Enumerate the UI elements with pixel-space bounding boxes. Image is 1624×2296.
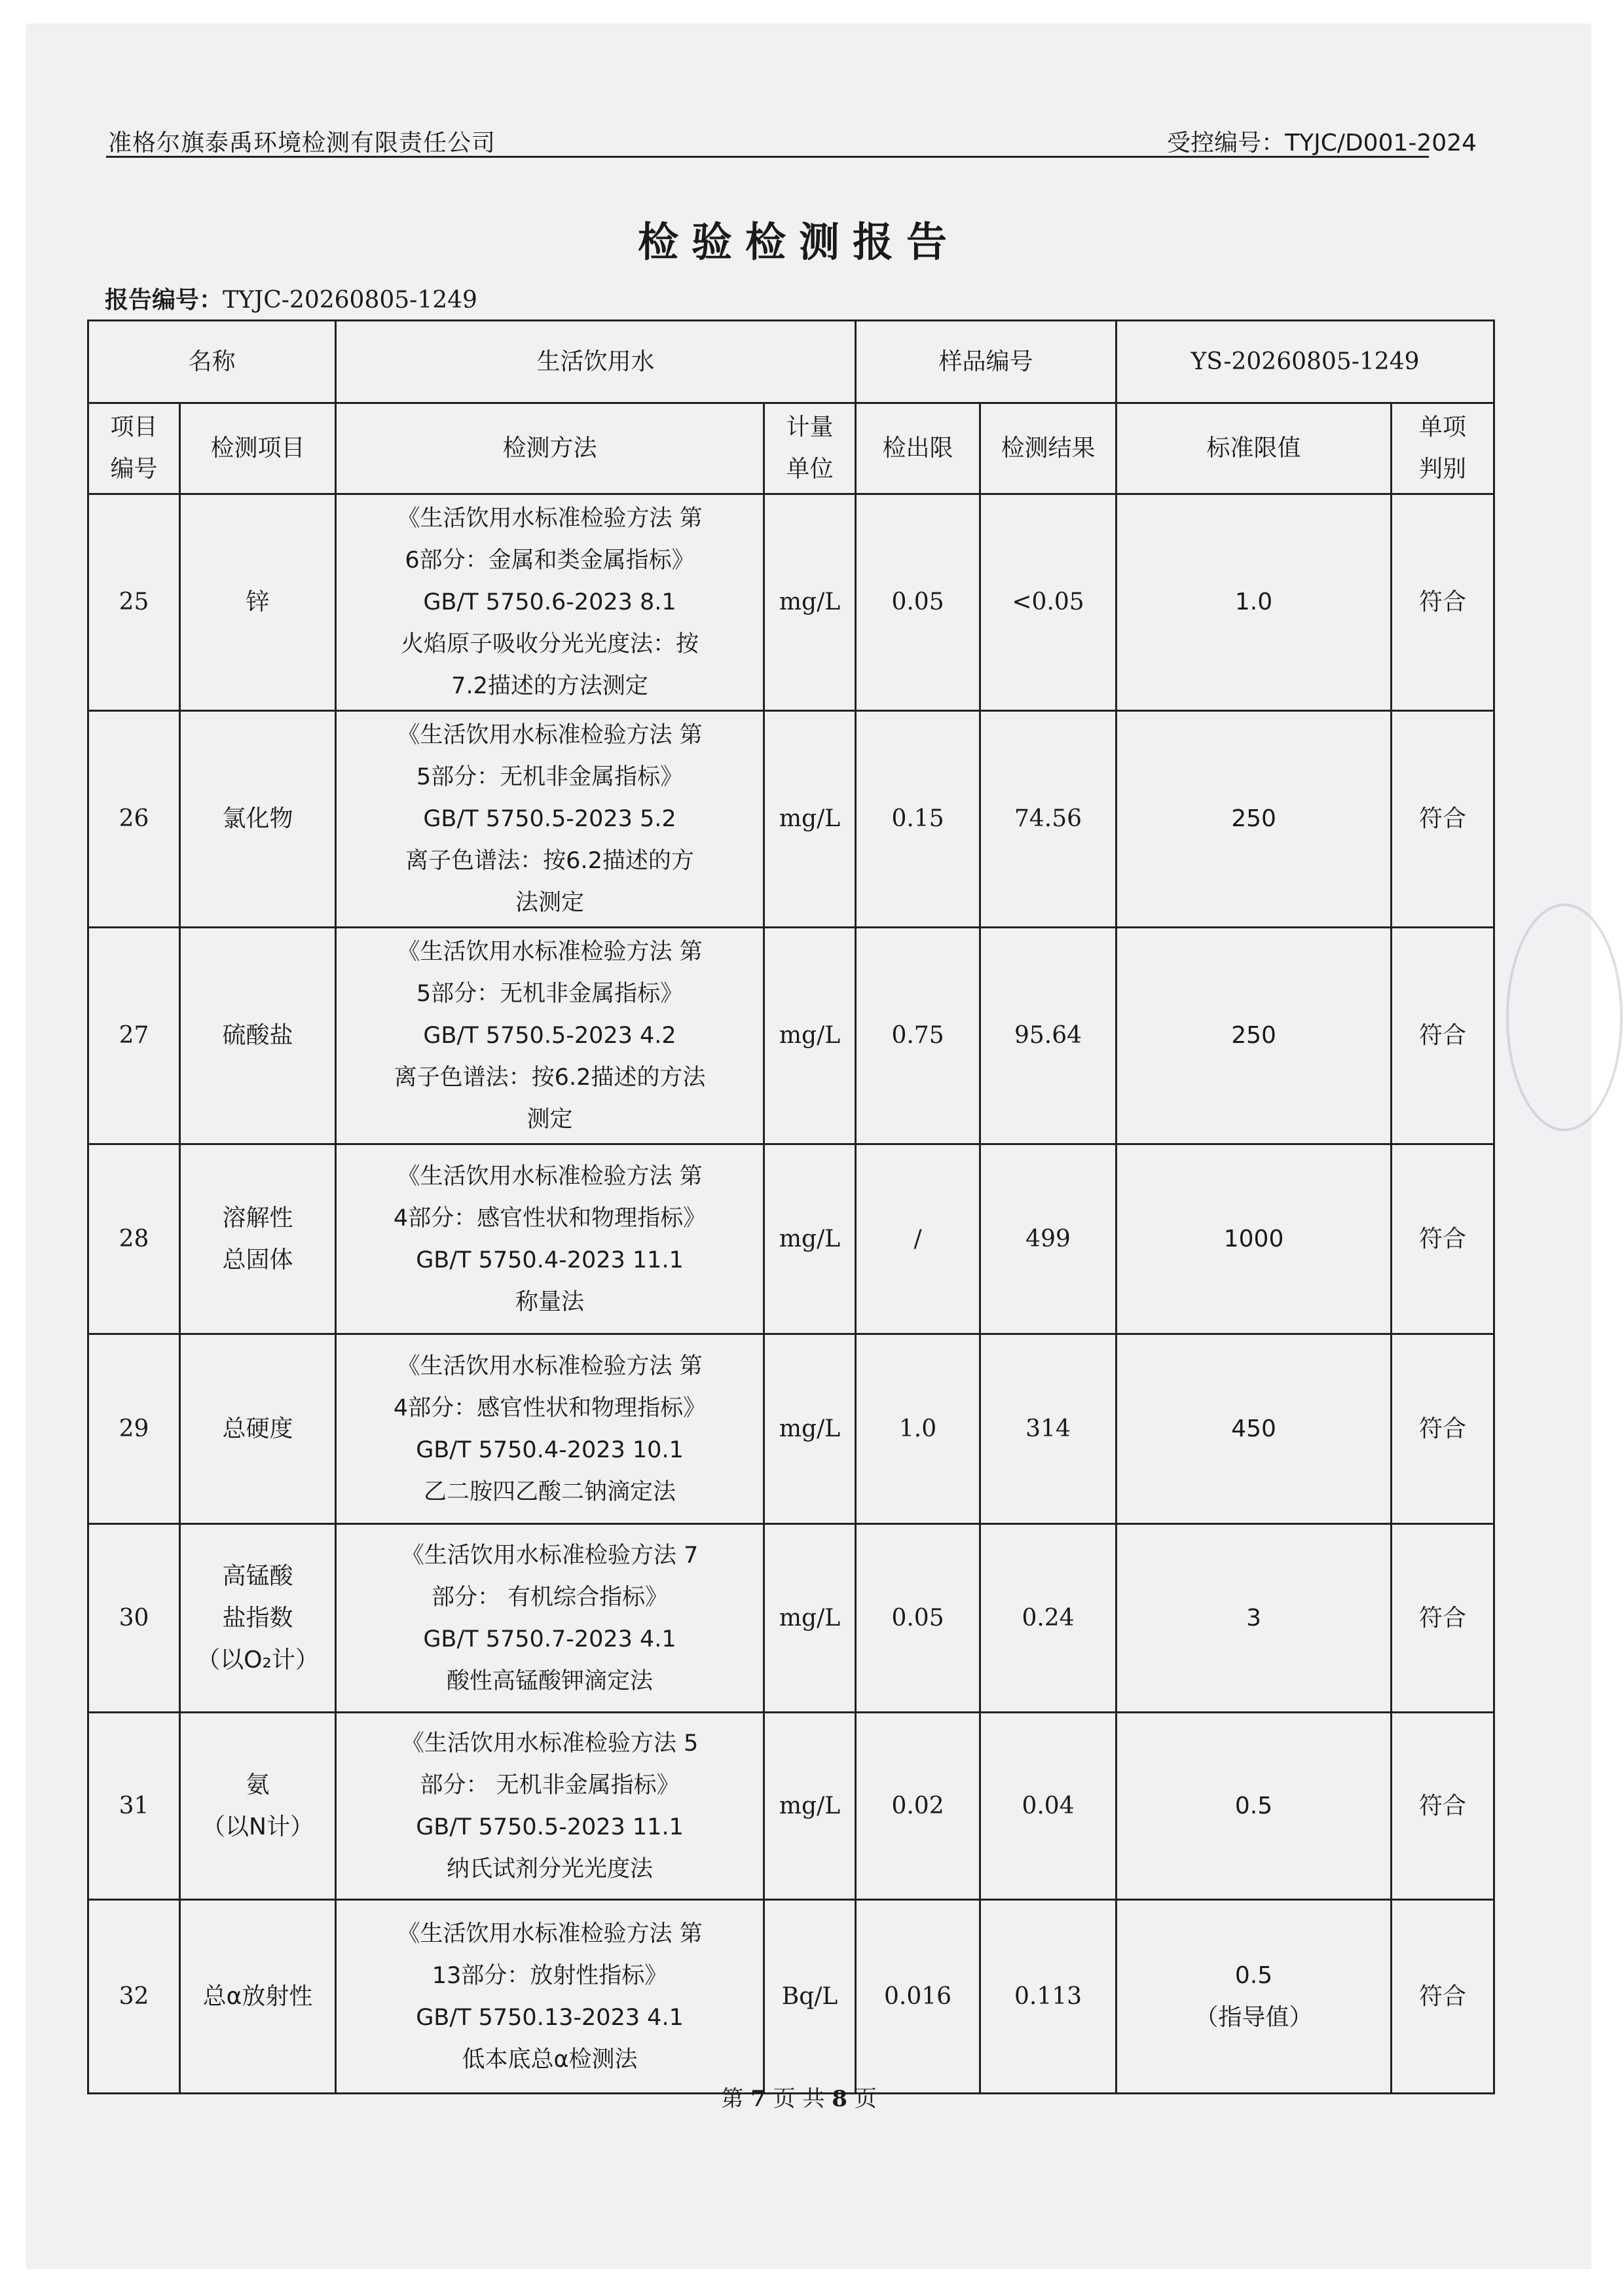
name-label: 名称 [88, 321, 336, 403]
row-method: 《生活饮用水标准检验方法 第 5部分：无机非金属指标》 GB/T 5750.5-2023 5.2 离子色谱法：按6.2描述的方 法测定 [336, 711, 764, 928]
row-standard: 1.0 [1116, 494, 1392, 711]
row-judge: 符合 [1392, 1144, 1494, 1334]
row-unit: mg/L [764, 1144, 856, 1334]
row-standard: 250 [1116, 928, 1392, 1144]
col-method: 检测方法 [336, 403, 764, 494]
row-judge: 符合 [1392, 494, 1494, 711]
row-limit: 1.0 [856, 1334, 980, 1524]
row-item: 总硬度 [180, 1334, 336, 1524]
row-judge: 符合 [1392, 1713, 1494, 1900]
col-result: 检测结果 [980, 403, 1116, 494]
row-result: 0.113 [980, 1900, 1116, 2094]
row-result: 314 [980, 1334, 1116, 1524]
row-no: 31 [88, 1713, 180, 1900]
col-unit: 计量 单位 [764, 403, 856, 494]
row-method: 《生活饮用水标准检验方法 第 13部分：放射性指标》 GB/T 5750.13-2023 4.1 低本底总α检测法 [336, 1900, 764, 2094]
info-row [88, 321, 1494, 403]
row-result: 0.04 [980, 1713, 1116, 1900]
sample-label: 样品编号 [856, 321, 1116, 403]
row-judge: 符合 [1392, 711, 1494, 928]
row-result: 0.24 [980, 1524, 1116, 1713]
table-row [88, 1713, 1494, 1900]
row-item: 硫酸盐 [180, 928, 336, 1144]
row-result: 74.56 [980, 711, 1116, 928]
report-title: 检验检测报告 [637, 218, 960, 266]
row-method: 《生活饮用水标准检验方法 7 部分： 有机综合指标》 GB/T 5750.7-2023 4.1 酸性高锰酸钾滴定法 [336, 1524, 764, 1713]
page-footer: 第 7 页 共 8 页 [721, 2086, 877, 2112]
row-limit: 0.016 [856, 1900, 980, 2094]
row-no: 32 [88, 1900, 180, 2094]
row-item: 总α放射性 [180, 1900, 336, 2094]
col-limit: 检出限 [856, 403, 980, 494]
table-row [88, 711, 1494, 928]
results-table [87, 319, 1495, 2094]
row-unit: mg/L [764, 711, 856, 928]
table-row [88, 1900, 1494, 2094]
row-unit: mg/L [764, 1334, 856, 1524]
row-standard: 450 [1116, 1334, 1392, 1524]
row-item: 溶解性 总固体 [180, 1144, 336, 1334]
row-standard: 3 [1116, 1524, 1392, 1713]
row-item: 氯化物 [180, 711, 336, 928]
company-name: 准格尔旗泰禹环境检测有限责任公司 [108, 130, 496, 156]
row-limit: 0.15 [856, 711, 980, 928]
row-no: 26 [88, 711, 180, 928]
row-limit: 0.05 [856, 494, 980, 711]
row-standard: 0.5 [1116, 1713, 1392, 1900]
row-judge: 符合 [1392, 1524, 1494, 1713]
seal-stamp-edge [1506, 903, 1623, 1131]
row-judge: 符合 [1392, 1900, 1494, 2094]
row-no: 28 [88, 1144, 180, 1334]
table-row [88, 1524, 1494, 1713]
row-limit: 0.02 [856, 1713, 980, 1900]
table-row [88, 1144, 1494, 1334]
table-row [88, 928, 1494, 1144]
row-item: 高锰酸 盐指数 （以O₂计） [180, 1524, 336, 1713]
report-number: 报告编号：TYJC-20260805-1249 [105, 287, 477, 314]
row-unit: mg/L [764, 928, 856, 1144]
row-judge: 符合 [1392, 928, 1494, 1144]
control-number: 受控编号：TYJC/D001-2024 [1167, 130, 1477, 156]
row-result: 499 [980, 1144, 1116, 1334]
row-limit: / [856, 1144, 980, 1334]
row-item: 锌 [180, 494, 336, 711]
row-limit: 0.75 [856, 928, 980, 1144]
row-result: 95.64 [980, 928, 1116, 1144]
col-standard: 标准限值 [1116, 403, 1392, 494]
col-judge: 单项 判别 [1392, 403, 1494, 494]
row-no: 25 [88, 494, 180, 711]
row-unit: mg/L [764, 494, 856, 711]
row-no: 29 [88, 1334, 180, 1524]
row-standard: 0.5 （指导值） [1116, 1900, 1392, 2094]
row-method: 《生活饮用水标准检验方法 第 4部分：感官性状和物理指标》 GB/T 5750.4-2023 10.1 乙二胺四乙酸二钠滴定法 [336, 1334, 764, 1524]
row-result: <0.05 [980, 494, 1116, 711]
name-value: 生活饮用水 [336, 321, 856, 403]
table-row [88, 494, 1494, 711]
row-method: 《生活饮用水标准检验方法 第 5部分：无机非金属指标》 GB/T 5750.5-2023 4.2 离子色谱法：按6.2描述的方法 测定 [336, 928, 764, 1144]
row-method: 《生活饮用水标准检验方法 5 部分： 无机非金属指标》 GB/T 5750.5-2023 11.1 纳氏试剂分光光度法 [336, 1713, 764, 1900]
table-row [88, 1334, 1494, 1524]
row-unit: mg/L [764, 1524, 856, 1713]
row-no: 30 [88, 1524, 180, 1713]
header-row [88, 403, 1494, 494]
row-limit: 0.05 [856, 1524, 980, 1713]
row-standard: 250 [1116, 711, 1392, 928]
row-method: 《生活饮用水标准检验方法 第 4部分：感官性状和物理指标》 GB/T 5750.4-2023 11.1 称量法 [336, 1144, 764, 1334]
row-no: 27 [88, 928, 180, 1144]
col-item-no: 项目 编号 [88, 403, 180, 494]
row-judge: 符合 [1392, 1334, 1494, 1524]
row-method: 《生活饮用水标准检验方法 第 6部分：金属和类金属指标》 GB/T 5750.6-2023 8.1 火焰原子吸收分光光度法：按 7.2描述的方法测定 [336, 494, 764, 711]
header-rule [106, 156, 1429, 158]
row-unit: Bq/L [764, 1900, 856, 2094]
sample-value: YS-20260805-1249 [1116, 321, 1494, 403]
row-item: 氨 （以N计） [180, 1713, 336, 1900]
row-standard: 1000 [1116, 1144, 1392, 1334]
row-unit: mg/L [764, 1713, 856, 1900]
col-item: 检测项目 [180, 403, 336, 494]
